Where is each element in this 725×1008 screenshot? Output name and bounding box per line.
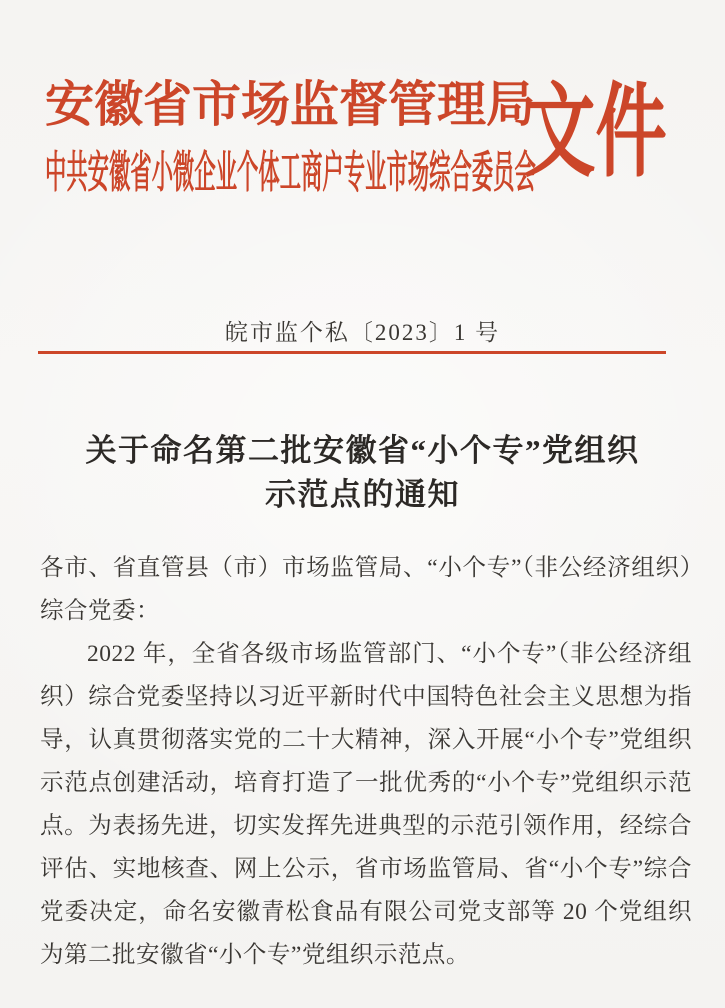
letterhead-red-divider	[38, 351, 666, 354]
body-paragraph: 2022 年，全省各级市场监管部门、“小个专”（非公经济组织）综合党委坚持以习近平新时代中国特色社会主义思想为指导，认真贯彻落实党的二十大精神，深入开展“小个专”党组织示范点创建活动，培育打造了一批优秀的“小个专”党组织示范点。为表扬先进，切实发挥先进典型的示范引领作用，经综合评估、实地核查、网上公示，省市场监管局、省“小个专”综合党委决定，命名安徽青松食品有限公司党支部等 20 个党组织为第二批安徽省“小个专”党组织示范点。	[40, 641, 692, 968]
recipient-line: 各市、省直管县（市）市场监管局、“小个专”（非公经济组织）综合党委：	[40, 555, 692, 624]
letterhead-doc-type-label: 文件	[524, 77, 667, 190]
document-number: 皖市监个私〔2023〕1 号	[224, 320, 501, 345]
letterhead-org-name-secondary: 中共安徽省小微企业个体工商户专业市场综合委员会	[45, 148, 536, 197]
document-title-line2: 示范点的通知	[265, 477, 460, 512]
letterhead-org-name-primary: 安徽省市场监督管理局	[45, 77, 536, 132]
document-title	[0, 429, 725, 517]
document-title-line1: 关于命名第二批安徽省“小个专”党组织	[85, 433, 640, 468]
document-body	[40, 547, 692, 977]
